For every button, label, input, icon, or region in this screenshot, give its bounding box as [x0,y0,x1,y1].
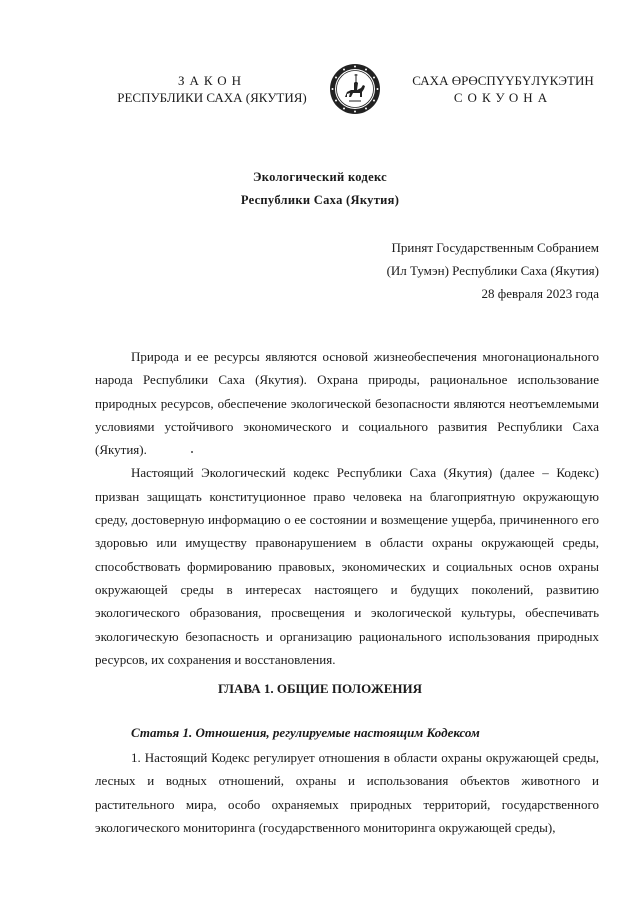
preamble-paragraph-1: Природа и ее ресурсы являются основой жизнеобеспечения многонационального народа Республики Саха (Якутия). Охрана природы, рациональное использование природных ресурсов, обеспечение экологической безопасности являются неотъемлемыми условиями устойчивого экономического и социального развития Республики Саха (Якутия). [95,349,599,458]
republic-name-sakha: САХА ӨРӨСПҮҮБҮЛҮКЭТИН [412,73,594,88]
sakha-republic-emblem-icon [329,63,381,115]
scan-speck [191,451,193,453]
header-right [408,72,598,106]
adoption-date: 28 февраля 2023 года [481,286,599,301]
law-label: ЗАКОН [177,73,247,88]
law-label-sakha: СОКУОНА [453,90,553,105]
adoption-line-2: (Ил Тумэн) Республики Саха (Якутия) [386,263,599,278]
preamble [95,345,599,671]
article-paragraph-1: 1. Настоящий Кодекс регулирует отношения в области охраны окружающей среды, лесных и водных отношений, охраны и использования объектов животного и растительного мира, особо охраняемых природных территорий, государственного экологического мониторинга (государственного мониторинга окружающей среды), [95,750,599,835]
header-left [112,72,312,106]
article-heading: Статья 1. Отношения, регулируемые настоящим Кодексом [131,725,480,740]
preamble-paragraph-2: Настоящий Экологический кодекс Республики Саха (Якутия) (далее – Кодекс) призван защищать конституционное право человека на благоприятную окружающую среду, достоверную информацию о ее состоянии и возмещение ущерба, причиненного его здоровью или имуществу правонарушением в области охраны окружающей среды, способствовать формированию правовых, экономических и социальных основ охраны окружающей среды в интересах настоящего и будущих поколений, развитию экологического образования, просвещения и экологической культуры, обеспечивать экологическую безопасность и организацию рационального использования природных ресурсов, их сохранения и восстановления. [95,465,599,667]
adoption-line-1: Принят Государственным Собранием [391,240,599,255]
article-body [95,746,599,839]
chapter-heading: ГЛАВА 1. ОБЩИЕ ПОЛОЖЕНИЯ [217,681,423,696]
document-subtitle: Республики Саха (Якутия) [240,193,400,207]
republic-name: РЕСПУБЛИКИ САХА (ЯКУТИЯ) [117,90,307,105]
document-title: Экологический кодекс [252,170,387,184]
